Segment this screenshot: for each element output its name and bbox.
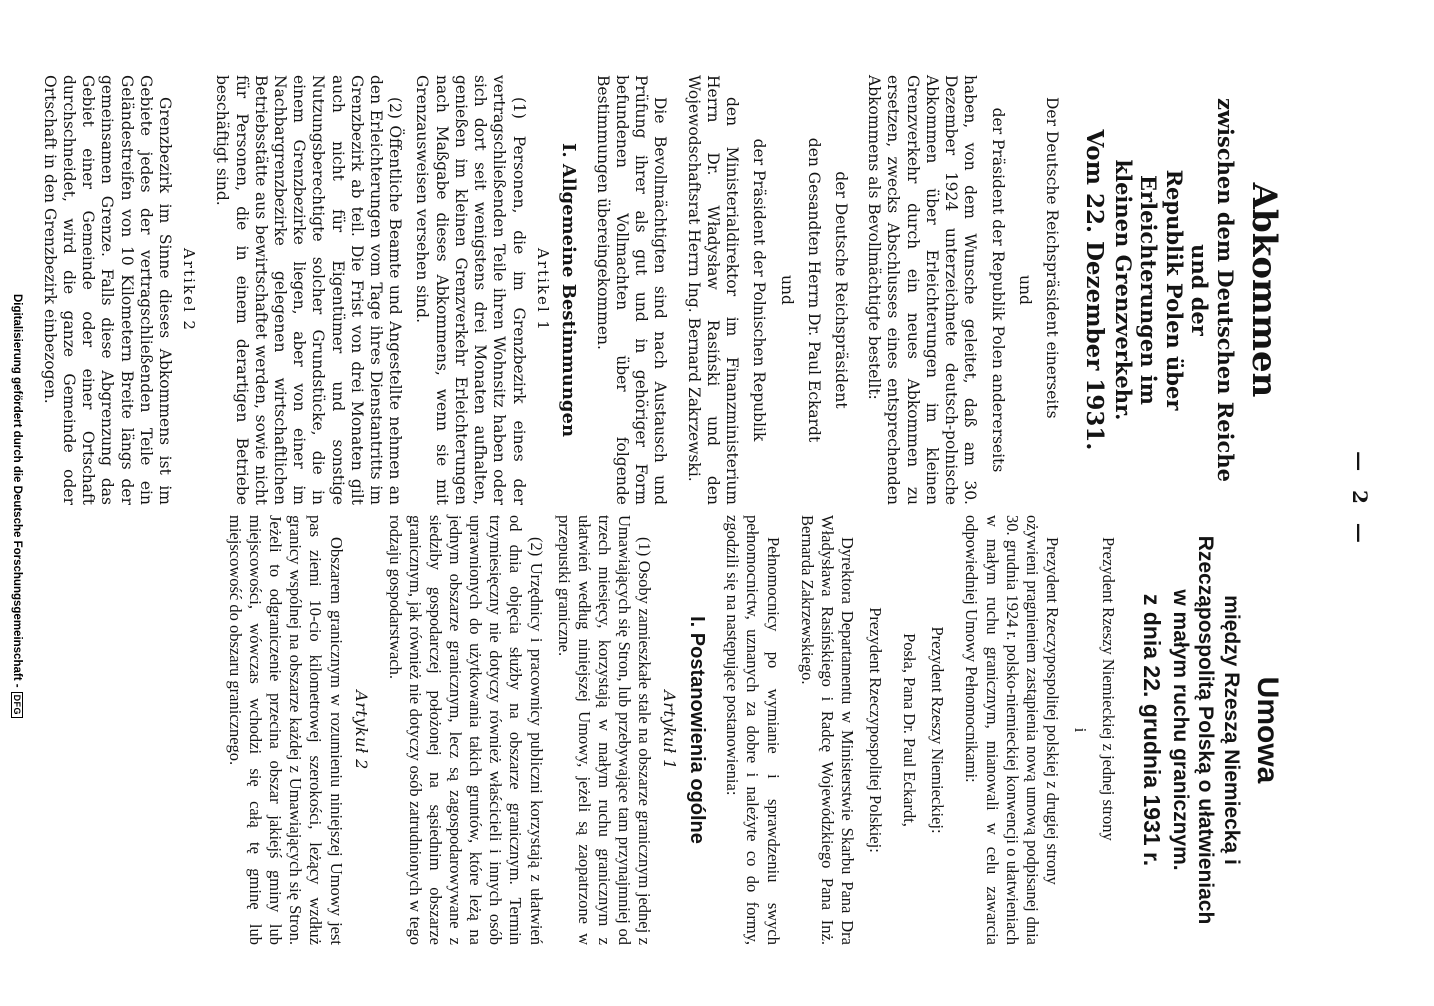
german-subtitle [1110, 75, 1238, 505]
polish-paragraph: Prezydent Rzeczypospolitej polskiej z drugiej strony [1042, 537, 1062, 885]
polish-subtitle-line: Rzecząpospolitą Polską o ułatwieniach [1194, 535, 1218, 925]
polish-date: z dnia 22. grudnia 1931 r. [1139, 593, 1166, 867]
german-plenipotentiary: den Ministerialdirektor im Finanzministerium Herrn Dr. Władysław Rasiński und den Wojewodschaftsrat Herrn Ing. Bernard Zakrzewski. [684, 75, 742, 505]
german-conjunction: und [1015, 275, 1034, 305]
german-paragraph: Die Bevollmächtigten sind nach Austausch und Prüfung ihrer als gut und in gehöriger Form befundenen Vollmachten über folgende Bestimmungen übereingekommen. [593, 75, 670, 505]
polish-article-heading: Artykuł 1 [660, 690, 680, 770]
german-paragraph: Grenzbezirk im Sinne dieses Abkommens ist im Gebiete jedes der vertragschließenden Teile ein Geländestreifen von 10 Kilometern Breite längs der gemeinsamen Grenze. Falls diese Abgrenzung das Gebiet einer Gemeinde oder einer Ortschaft durchschneidet, wird die ganze Gemeinde oder Ortschaft in den Grenzbezirk einbezogen. [40, 75, 175, 505]
polish-paragraph: Prezydent Rzeszy Niemieckiej: [928, 626, 948, 834]
polish-subtitle-line: między Rzeszą Niemiecką i [1220, 595, 1243, 865]
digitization-credit [6, 0, 28, 1000]
german-title: Abkommen [1244, 182, 1284, 398]
polish-subtitle-line: w małym ruchu granicznym. [1168, 589, 1192, 871]
polish-paragraph: Pełnomocnicy po wymianie i sprawdzeniu swych pełnomocnictw, uznanych za dobre i należyte co do formy, zgodzili się na następujące postanowienia: [723, 515, 783, 945]
digitization-credit-text: Digitalisierung gefördert durch die Deutsche Forschungsgemeinschaft - [11, 293, 23, 688]
german-paragraph: (2) Öffentliche Beamte und Angestellte nehmen an den Erleichterungen vom Tage ihres Dienstantritts im Grenzbezirk ab teil. Die Frist von drei Monaten gilt auch nicht für Eigentümer und sonstige Nutzungsberechtigte solcher Grundstücke, die in einem Grenzbezirke liegen, aber von einer im Nachbargrenzbezirke gelegenen wirtschaftlichen Betriebsstätte aus bewirtschaftet werden, sowie nicht für Personen, die in einem derartigen Betriebe beschäftigt sind. [213, 75, 405, 505]
polish-conjunction: i [1071, 727, 1091, 733]
polish-paragraph: Prezydent Rzeszy Niemieckiej z jednej strony [1099, 537, 1119, 841]
polish-paragraph: (1) Osoby zamieszkałe stale na obszarze granicznym jednej z Umawiających się Stron, lub przebywające tam przynajmniej od trzech miesięcy, korzystają w małym ruchu granicznym z ułatwień według niniejszej Umowy, jeżeli są zaopatrzone w przepustki graniczne. [554, 515, 655, 945]
german-paragraph: der Präsident der Polnischen Republik [750, 138, 769, 442]
polish-section-heading: I. Postanowienia ogólne [686, 616, 709, 844]
german-article-heading: Artikel 1 [533, 248, 552, 332]
german-subtitle-line: zwischen dem Deutschen Reiche und der [1187, 98, 1238, 482]
polish-paragraph: Prezydent Rzeczypospolitej Polskiej: [866, 607, 886, 853]
german-section-heading: I. Allgemeine Bestimmungen [557, 142, 579, 438]
polish-paragraph: Obszarem granicznym w rozumieniu niniejszej Umowy jest pas ziemi 10-cio kilometrowej szerokości, leżący wzdłuż granicy wspólnej na obszarze każdej z Umawiających się Stron. Jeżeli to odgraniczenie przecina obszar jakiejś gminy lub miejscowości, wówczas wchodzi się całą tę gminę lub miejscowość do obszaru granicznego. [225, 515, 346, 945]
german-paragraph: der Präsident der Republik Polen andererseits [988, 107, 1007, 473]
german-article-heading: Artikel 2 [180, 248, 199, 332]
german-conjunction: und [777, 275, 796, 305]
page-number: — 2 — [1348, 451, 1372, 549]
polish-column [164, 515, 1284, 945]
polish-title: Umowa [1251, 676, 1284, 784]
german-subtitle-line: kleinen Grenzverkehr. [1110, 159, 1136, 421]
polish-plenipotentiary: Posła, Pana Dr. Paul Eckardt, [900, 633, 920, 827]
polish-subtitle [1167, 515, 1244, 945]
polish-plenipotentiary: Dyrektora Departamentu w Ministerstwie Skarbu Pana Dra Władysława Rasińskiego i Radcę Wojewódzkiego Pana Inż. Bernarda Zakrzewskiego. [797, 515, 857, 945]
german-paragraph: Der Deutsche Reichspräsident einerseits [1042, 97, 1061, 419]
german-plenipotentiary: den Gesandten Herrn Dr. Paul Eckardt [804, 137, 823, 443]
polish-paragraph: (2) Urzędnicy i pracownicy publiczni korzystają z ułatwień od dnia objęcia służby na obszarze granicznym. Termin trzymiesięczny nie dotyczy również właścicieli i innych osób uprawnionych do użytkowania takich gruntów, które leżą na jednym obszarze granicznym, lecz są zagospodarowywane z siedziby gospodarczej położonej na sąsiednim obszarze granicznym, jak również nie dotyczy osób zatrudnionych w tego rodzaju gospodarstwach. [385, 515, 546, 945]
dfg-logo: DFG [11, 692, 23, 719]
german-paragraph: haben, von dem Wunsche geleitet, daß am 30. Dezember 1924 unterzeichnete deutsch-polnische Abkommen über Erleichterungen im kleinen Grenzverkehr durch ein neues Abkommen zu ersetzen, zwecks Abschlusses eines entsprechenden Abkommens als Bevollmächtigte bestellt: [865, 75, 980, 505]
german-paragraph: (1) Personen, die im Grenzbezirk eines der vertragschließenden Teile ihren Wohnsitz haben oder sich dort seit wenigstens drei Monaten aufhalten, genießen im kleinen Grenzverkehr Erleichterungen nach Maßgabe dieses Abkommens, wenn sie mit Grenzausweisen versehen sind. [413, 75, 528, 505]
polish-paragraph: ożywieni pragnieniem zastąpienia nową umową podpisanej dnia 30. grudnia 1924 r. polsko-niemieckiej konwencji o ułatwieniach w małym ruchu granicznym, mianowali w celu zawarcia odpowiedniej Umowy Pełnomocnikami: [962, 515, 1042, 945]
polish-article-heading: Artykuł 2 [351, 690, 371, 770]
german-subtitle-line: Republik Polen über Erleichterungen im [1136, 169, 1187, 411]
german-date: Vom 22. Dezember 1931. [1080, 129, 1108, 451]
german-paragraph: der Deutsche Reichspräsident [831, 171, 850, 409]
german-column [40, 75, 1284, 505]
